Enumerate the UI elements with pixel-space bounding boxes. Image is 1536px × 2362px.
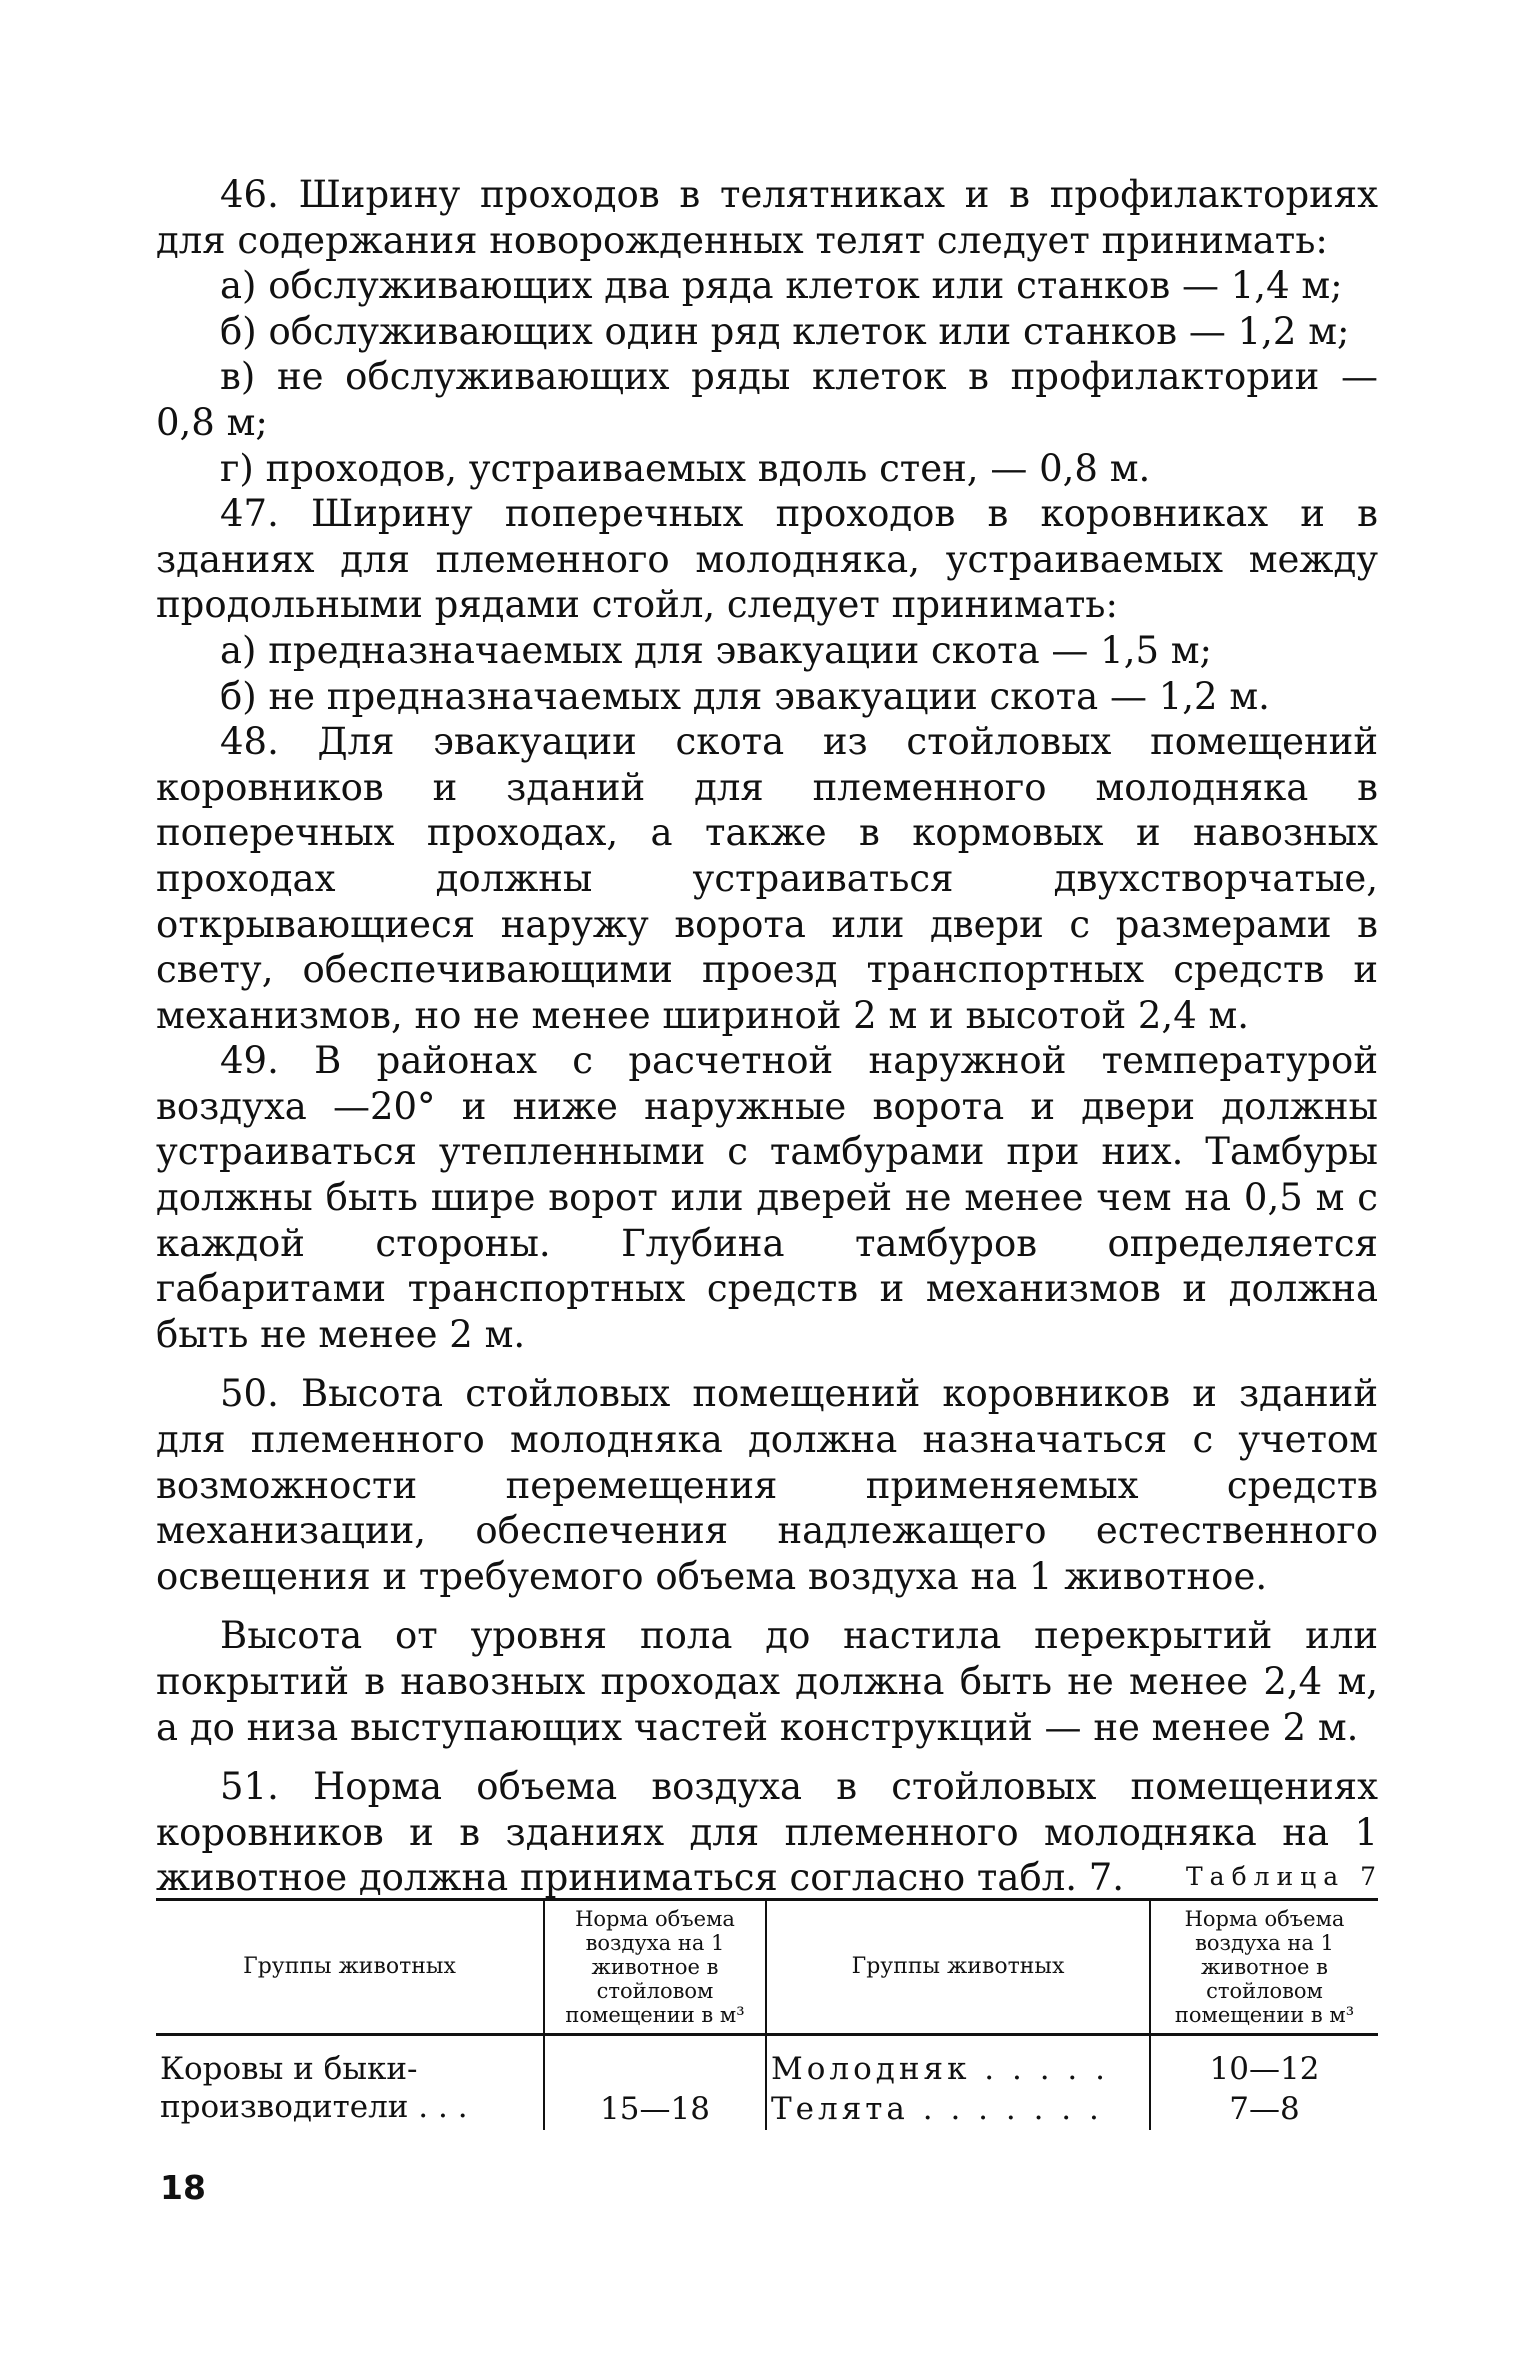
- paragraph-46-d: г) проходов, устраиваемых вдоль стен, — 0,8 м.: [220, 446, 1151, 490]
- paragraph-47-b: б) не предназначаемых для эвакуации скота — 1,2 м.: [220, 674, 1270, 718]
- cell-value-young: 10—12: [1209, 2051, 1320, 2087]
- table-header-row: [156, 1900, 1378, 2035]
- table-caption: Таблица 7: [1186, 1862, 1384, 1891]
- paragraph-49: 49. В районах с расчетной наружной температурой воздуха —20° и ниже наружные ворота и двери должны устраиваться утепленными с тамбурами при них. Тамбуры должны быть шире ворот или дверей не менее чем на 0,5 м с каждой стороны. Глубина тамбуров определяется габаритами транспортных средств и механизмов и должна быть не менее 2 м.: [156, 1039, 1378, 1356]
- paragraph-51: 51. Норма объема воздуха в стойловых помещениях коровников и в зданиях для племенного молодняка на 1 животное должна приниматься согласно табл. 7.: [156, 1765, 1378, 1900]
- paragraph-50-height: Высота от уровня пола до настила перекрытий или покрытий в навозных проходах должна быть не менее 2,4 м, а до низа выступающих частей конструкций — не менее 2 м.: [156, 1614, 1378, 1749]
- cell-value-cows: 15—18: [544, 2035, 766, 2131]
- body-text: [156, 172, 1378, 1901]
- table-7: [156, 1898, 1378, 2130]
- cell-group-cows: Коровы и быки-производители . . .: [156, 2035, 544, 2131]
- paragraph-46-c: в) не обслуживающих ряды клеток в профилактории — 0,8 м;: [156, 355, 1378, 444]
- cell-group-calves: Телята . . . . . . .: [766, 2090, 1150, 2130]
- paragraph-48: 48. Для эвакуации скота из стойловых помещений коровников и зданий для племенного молодняка в поперечных проходах, а также в кормовых и навозных проходах должны устраиваться двухстворчатые, открывающиеся наружу ворота или двери с размерами в свету, обеспечивающими проезд транспортных средств и механизмов, но не менее шириной 2 м и высотой 2,4 м.: [156, 720, 1378, 1037]
- header-norm-right: Норма объема воздуха на 1 животное в стойловом помещении в м³: [1150, 1900, 1378, 2035]
- header-group-right: Группы животных: [766, 1900, 1150, 2035]
- paragraph-50: 50. Высота стойловых помещений коровников и зданий для племенного молодняка должна назначаться с учетом возможности перемещения применяемых средств механизации, обеспечения надлежащего естественного освещения и требуемого объема воздуха на 1 животное.: [156, 1372, 1378, 1598]
- paragraph-46-a: а) обслуживающих два ряда клеток или станков — 1,4 м;: [220, 264, 1343, 308]
- air-volume-table: [156, 1898, 1378, 2130]
- page-number: 18: [160, 2168, 206, 2207]
- header-norm-left: Норма объема воздуха на 1 животное в стойловом помещении в м³: [544, 1900, 766, 2035]
- paragraph-47: 47. Ширину поперечных проходов в коровниках и в зданиях для племенного молодняка, устраиваемых между продольными рядами стойл, следует принимать:: [156, 492, 1378, 627]
- paragraph-46: 46. Ширину проходов в телятниках и в профилакториях для содержания новорожденных телят следует принимать:: [156, 173, 1378, 262]
- cell-value-calves: 7—8: [1229, 2091, 1300, 2127]
- table-row: [156, 2035, 1378, 2091]
- cell-group-young: Молодняк . . . . .: [766, 2035, 1150, 2091]
- paragraph-46-b: б) обслуживающих один ряд клеток или станков — 1,2 м;: [220, 309, 1350, 353]
- header-group-left: Группы животных: [156, 1900, 544, 2035]
- paragraph-47-a: а) предназначаемых для эвакуации скота — 1,5 м;: [220, 628, 1213, 672]
